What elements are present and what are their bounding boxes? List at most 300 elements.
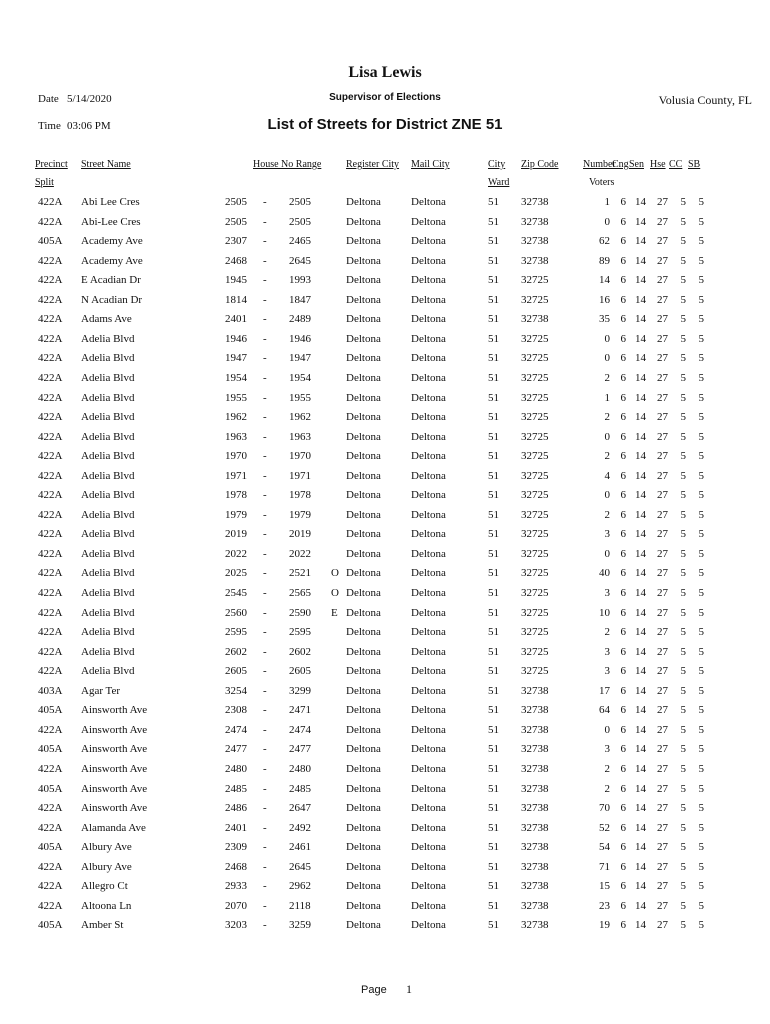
city-ward-cell: 51 (488, 274, 499, 287)
cc-cell: 5 (680, 450, 686, 463)
house-from-cell: 1970 (225, 450, 247, 463)
street-name-cell: Amber St (81, 919, 124, 932)
precinct-cell: 422A (38, 391, 63, 404)
mail-city-cell: Deltona (411, 880, 446, 893)
sb-cell: 5 (698, 332, 704, 345)
cc-cell: 5 (680, 274, 686, 287)
voter-count-cell: 0 (604, 430, 610, 443)
house-from-cell: 2468 (225, 860, 247, 873)
precinct-cell: 422A (38, 215, 63, 228)
hse-cell: 27 (657, 821, 668, 834)
mail-city-cell: Deltona (411, 352, 446, 365)
cc-cell: 5 (680, 196, 686, 208)
house-to-cell: 3259 (289, 919, 311, 932)
house-from-cell: 2605 (225, 665, 247, 678)
house-to-cell: 2565 (289, 587, 311, 599)
cc-cell: 5 (680, 508, 686, 521)
voter-count-cell: 62 (599, 235, 610, 248)
mail-city-cell: Deltona (411, 704, 446, 717)
mail-city-cell: Deltona (411, 411, 446, 424)
cng-cell: 6 (620, 821, 626, 834)
sen-cell: 14 (635, 762, 646, 775)
house-from-cell: 2505 (225, 215, 247, 228)
table-row (0, 470, 770, 489)
zip-code-cell: 32725 (521, 508, 549, 521)
street-name-cell: Adelia Blvd (81, 665, 135, 678)
register-city-cell: Deltona (346, 332, 381, 345)
table-row (0, 861, 770, 880)
range-dash: - (263, 587, 267, 599)
register-city-cell: Deltona (346, 762, 381, 775)
cc-cell: 5 (680, 215, 686, 228)
hse-cell: 27 (657, 587, 668, 599)
sb-cell: 5 (698, 489, 704, 502)
house-from-cell: 2019 (225, 528, 247, 541)
range-dash: - (263, 860, 267, 873)
mail-city-cell: Deltona (411, 235, 446, 248)
house-to-cell: 2645 (289, 860, 311, 873)
house-to-cell: 3299 (289, 684, 311, 697)
mail-city-cell: Deltona (411, 528, 446, 541)
odd-even-cell: O (331, 587, 339, 599)
sb-cell: 5 (698, 450, 704, 463)
city-ward-cell: 51 (488, 626, 499, 639)
city-ward-cell: 51 (488, 489, 499, 502)
table-row (0, 743, 770, 762)
table-row (0, 392, 770, 411)
sen-cell: 14 (635, 723, 646, 736)
range-dash: - (263, 293, 267, 306)
sb-cell: 5 (698, 704, 704, 717)
house-to-cell: 2645 (289, 254, 311, 267)
hse-cell: 27 (657, 880, 668, 893)
city-ward-cell: 51 (488, 254, 499, 267)
house-to-cell: 1947 (289, 352, 311, 365)
col-header-ward: Ward (488, 177, 510, 188)
cc-cell: 5 (680, 547, 686, 560)
house-to-cell: 2118 (289, 899, 311, 912)
house-to-cell: 2480 (289, 762, 311, 775)
hse-cell: 27 (657, 782, 668, 795)
city-ward-cell: 51 (488, 196, 499, 208)
zip-code-cell: 32738 (521, 196, 549, 208)
cng-cell: 6 (620, 489, 626, 502)
hse-cell: 27 (657, 508, 668, 521)
zip-code-cell: 32738 (521, 704, 549, 717)
register-city-cell: Deltona (346, 782, 381, 795)
zip-code-cell: 32738 (521, 723, 549, 736)
cc-cell: 5 (680, 899, 686, 912)
sb-cell: 5 (698, 645, 704, 658)
cng-cell: 6 (620, 293, 626, 306)
cng-cell: 6 (620, 215, 626, 228)
voter-count-cell: 71 (599, 860, 610, 873)
page-label: Page (361, 984, 387, 996)
street-name-cell: Altoona Ln (81, 899, 132, 912)
voter-count-cell: 2 (604, 782, 610, 795)
street-name-cell: Ainsworth Ave (81, 723, 148, 736)
street-name-cell: E Acadian Dr (81, 274, 141, 287)
register-city-cell: Deltona (346, 391, 381, 404)
cng-cell: 6 (620, 645, 626, 658)
cc-cell: 5 (680, 684, 686, 697)
house-to-cell: 1963 (289, 430, 311, 443)
house-to-cell: 2489 (289, 313, 311, 326)
zip-code-cell: 32725 (521, 665, 549, 678)
sb-cell: 5 (698, 430, 704, 443)
range-dash: - (263, 919, 267, 932)
precinct-cell: 422A (38, 371, 63, 384)
register-city-cell: Deltona (346, 880, 381, 893)
precinct-cell: 422A (38, 899, 63, 912)
zip-code-cell: 32738 (521, 762, 549, 775)
precinct-cell: 422A (38, 430, 63, 443)
sen-cell: 14 (635, 508, 646, 521)
hse-cell: 27 (657, 723, 668, 736)
precinct-cell: 422A (38, 528, 63, 541)
register-city-cell: Deltona (346, 821, 381, 834)
sb-cell: 5 (698, 215, 704, 228)
sb-cell: 5 (698, 567, 704, 580)
range-dash: - (263, 254, 267, 267)
hse-cell: 27 (657, 547, 668, 560)
table-row (0, 509, 770, 528)
sb-cell: 5 (698, 547, 704, 560)
table-row (0, 822, 770, 841)
cc-cell: 5 (680, 489, 686, 502)
house-to-cell: 2474 (289, 723, 311, 736)
county-label: Volusia County, FL (658, 93, 752, 107)
house-to-cell: 2590 (289, 606, 311, 619)
table-row (0, 665, 770, 684)
sb-cell: 5 (698, 352, 704, 365)
voter-count-cell: 1 (604, 196, 610, 208)
table-row (0, 450, 770, 469)
precinct-cell: 422A (38, 508, 63, 521)
voter-count-cell: 2 (604, 762, 610, 775)
cng-cell: 6 (620, 547, 626, 560)
precinct-cell: 422A (38, 469, 63, 482)
cc-cell: 5 (680, 919, 686, 932)
precinct-cell: 422A (38, 411, 63, 424)
house-from-cell: 2022 (225, 547, 247, 560)
mail-city-cell: Deltona (411, 782, 446, 795)
house-from-cell: 1963 (225, 430, 247, 443)
table-row (0, 372, 770, 391)
sb-cell: 5 (698, 841, 704, 854)
range-dash: - (263, 665, 267, 678)
city-ward-cell: 51 (488, 371, 499, 384)
voter-count-cell: 40 (599, 567, 610, 580)
cng-cell: 6 (620, 782, 626, 795)
table-row (0, 841, 770, 860)
house-to-cell: 2602 (289, 645, 311, 658)
cc-cell: 5 (680, 821, 686, 834)
sen-cell: 14 (635, 684, 646, 697)
house-to-cell: 2647 (289, 802, 311, 815)
voter-count-cell: 52 (599, 821, 610, 834)
sb-cell: 5 (698, 391, 704, 404)
mail-city-cell: Deltona (411, 899, 446, 912)
register-city-cell: Deltona (346, 802, 381, 815)
house-from-cell: 2933 (225, 880, 247, 893)
house-to-cell: 2477 (289, 743, 311, 756)
page-number: 1 (406, 982, 412, 996)
city-ward-cell: 51 (488, 606, 499, 619)
house-from-cell: 2505 (225, 196, 247, 208)
cng-cell: 6 (620, 665, 626, 678)
register-city-cell: Deltona (346, 723, 381, 736)
cc-cell: 5 (680, 391, 686, 404)
voter-count-cell: 1 (604, 391, 610, 404)
range-dash: - (263, 841, 267, 854)
house-from-cell: 2485 (225, 782, 247, 795)
sb-cell: 5 (698, 743, 704, 756)
sen-cell: 14 (635, 821, 646, 834)
precinct-cell: 405A (38, 704, 63, 717)
range-dash: - (263, 723, 267, 736)
range-dash: - (263, 547, 267, 560)
cng-cell: 6 (620, 704, 626, 717)
range-dash: - (263, 235, 267, 248)
house-from-cell: 1979 (225, 508, 247, 521)
sen-cell: 14 (635, 899, 646, 912)
register-city-cell: Deltona (346, 645, 381, 658)
register-city-cell: Deltona (346, 469, 381, 482)
sen-cell: 14 (635, 274, 646, 287)
register-city-cell: Deltona (346, 293, 381, 306)
city-ward-cell: 51 (488, 215, 499, 228)
sb-cell: 5 (698, 235, 704, 248)
house-from-cell: 2468 (225, 254, 247, 267)
mail-city-cell: Deltona (411, 587, 446, 599)
house-from-cell: 1955 (225, 391, 247, 404)
sb-cell: 5 (698, 528, 704, 541)
hse-cell: 27 (657, 430, 668, 443)
hse-cell: 27 (657, 841, 668, 854)
zip-code-cell: 32725 (521, 567, 549, 580)
register-city-cell: Deltona (346, 489, 381, 502)
hse-cell: 27 (657, 743, 668, 756)
city-ward-cell: 51 (488, 880, 499, 893)
house-from-cell: 1947 (225, 352, 247, 365)
report-title: List of Streets for District ZNE 51 (267, 116, 503, 133)
col-header-mail-city: Mail City (411, 159, 450, 170)
cng-cell: 6 (620, 313, 626, 326)
range-dash: - (263, 352, 267, 365)
voter-count-cell: 3 (604, 587, 610, 599)
street-name-cell: Adelia Blvd (81, 587, 135, 599)
mail-city-cell: Deltona (411, 547, 446, 560)
precinct-cell: 422A (38, 313, 63, 326)
street-name-cell: Academy Ave (81, 235, 143, 248)
sb-cell: 5 (698, 723, 704, 736)
hse-cell: 27 (657, 411, 668, 424)
city-ward-cell: 51 (488, 723, 499, 736)
register-city-cell: Deltona (346, 841, 381, 854)
house-to-cell: 2505 (289, 196, 311, 208)
precinct-cell: 422A (38, 293, 63, 306)
zip-code-cell: 32725 (521, 606, 549, 619)
mail-city-cell: Deltona (411, 860, 446, 873)
sen-cell: 14 (635, 469, 646, 482)
voter-count-cell: 15 (599, 880, 610, 893)
mail-city-cell: Deltona (411, 841, 446, 854)
cng-cell: 6 (620, 430, 626, 443)
sen-cell: 14 (635, 547, 646, 560)
mail-city-cell: Deltona (411, 723, 446, 736)
table-row (0, 646, 770, 665)
mail-city-cell: Deltona (411, 293, 446, 306)
col-header-zip: Zip Code (521, 159, 559, 170)
sen-cell: 14 (635, 313, 646, 326)
col-header-city: City (488, 159, 506, 170)
cng-cell: 6 (620, 469, 626, 482)
cng-cell: 6 (620, 880, 626, 893)
range-dash: - (263, 371, 267, 384)
hse-cell: 27 (657, 450, 668, 463)
hse-cell: 27 (657, 489, 668, 502)
house-from-cell: 2307 (225, 235, 247, 248)
table-row (0, 587, 770, 606)
cng-cell: 6 (620, 743, 626, 756)
hse-cell: 27 (657, 332, 668, 345)
mail-city-cell: Deltona (411, 802, 446, 815)
house-to-cell: 1962 (289, 411, 311, 424)
sen-cell: 14 (635, 235, 646, 248)
street-name-cell: Ainsworth Ave (81, 762, 148, 775)
sen-cell: 14 (635, 626, 646, 639)
table-row (0, 274, 770, 293)
range-dash: - (263, 821, 267, 834)
precinct-cell: 422A (38, 626, 63, 639)
register-city-cell: Deltona (346, 430, 381, 443)
city-ward-cell: 51 (488, 411, 499, 424)
house-to-cell: 1954 (289, 371, 311, 384)
cc-cell: 5 (680, 371, 686, 384)
house-to-cell: 1979 (289, 508, 311, 521)
sb-cell: 5 (698, 762, 704, 775)
register-city-cell: Deltona (346, 626, 381, 639)
range-dash: - (263, 508, 267, 521)
zip-code-cell: 32738 (521, 254, 549, 267)
range-dash: - (263, 802, 267, 815)
hse-cell: 27 (657, 235, 668, 248)
table-row (0, 333, 770, 352)
precinct-cell: 422A (38, 352, 63, 365)
time-label: Time (38, 120, 61, 132)
mail-city-cell: Deltona (411, 567, 446, 580)
street-name-cell: N Acadian Dr (81, 293, 143, 306)
cng-cell: 6 (620, 528, 626, 541)
sb-cell: 5 (698, 293, 704, 306)
house-from-cell: 1945 (225, 274, 247, 287)
precinct-cell: 422A (38, 254, 63, 267)
sen-cell: 14 (635, 430, 646, 443)
house-to-cell: 1946 (289, 332, 311, 345)
house-from-cell: 2070 (225, 899, 247, 912)
mail-city-cell: Deltona (411, 274, 446, 287)
precinct-cell: 422A (38, 880, 63, 893)
street-name-cell: Adelia Blvd (81, 489, 135, 502)
table-row (0, 352, 770, 371)
house-from-cell: 2595 (225, 626, 247, 639)
city-ward-cell: 51 (488, 508, 499, 521)
house-to-cell: 1970 (289, 450, 311, 463)
cng-cell: 6 (620, 919, 626, 932)
register-city-cell: Deltona (346, 528, 381, 541)
city-ward-cell: 51 (488, 391, 499, 404)
range-dash: - (263, 704, 267, 717)
sen-cell: 14 (635, 704, 646, 717)
sb-cell: 5 (698, 899, 704, 912)
range-dash: - (263, 528, 267, 541)
hse-cell: 27 (657, 469, 668, 482)
sb-cell: 5 (698, 665, 704, 678)
sb-cell: 5 (698, 411, 704, 424)
hse-cell: 27 (657, 196, 668, 208)
voter-count-cell: 2 (604, 450, 610, 463)
house-to-cell: 1978 (289, 489, 311, 502)
range-dash: - (263, 274, 267, 287)
voter-count-cell: 0 (604, 489, 610, 502)
house-from-cell: 3254 (225, 684, 247, 697)
city-ward-cell: 51 (488, 313, 499, 326)
register-city-cell: Deltona (346, 352, 381, 365)
street-name-cell: Adelia Blvd (81, 332, 135, 345)
voter-count-cell: 2 (604, 371, 610, 384)
house-to-cell: 2465 (289, 235, 311, 248)
precinct-cell: 405A (38, 919, 63, 932)
range-dash: - (263, 762, 267, 775)
zip-code-cell: 32725 (521, 352, 549, 365)
cng-cell: 6 (620, 196, 626, 208)
sb-cell: 5 (698, 274, 704, 287)
sen-cell: 14 (635, 665, 646, 678)
table-row (0, 489, 770, 508)
cc-cell: 5 (680, 645, 686, 658)
cng-cell: 6 (620, 606, 626, 619)
cc-cell: 5 (680, 430, 686, 443)
range-dash: - (263, 196, 267, 208)
table-row (0, 607, 770, 626)
register-city-cell: Deltona (346, 274, 381, 287)
street-name-cell: Adelia Blvd (81, 508, 135, 521)
register-city-cell: Deltona (346, 411, 381, 424)
cc-cell: 5 (680, 469, 686, 482)
hse-cell: 27 (657, 293, 668, 306)
register-city-cell: Deltona (346, 684, 381, 697)
register-city-cell: Deltona (346, 450, 381, 463)
voter-count-cell: 10 (599, 606, 610, 619)
sen-cell: 14 (635, 860, 646, 873)
range-dash: - (263, 332, 267, 345)
mail-city-cell: Deltona (411, 469, 446, 482)
city-ward-cell: 51 (488, 762, 499, 775)
house-from-cell: 2309 (225, 841, 247, 854)
cng-cell: 6 (620, 274, 626, 287)
cc-cell: 5 (680, 880, 686, 893)
cc-cell: 5 (680, 665, 686, 678)
zip-code-cell: 32738 (521, 235, 549, 248)
sen-cell: 14 (635, 450, 646, 463)
house-from-cell: 1962 (225, 411, 247, 424)
precinct-cell: 405A (38, 841, 63, 854)
register-city-cell: Deltona (346, 254, 381, 267)
voter-count-cell: 2 (604, 411, 610, 424)
street-name-cell: Ainsworth Ave (81, 782, 148, 795)
zip-code-cell: 32725 (521, 411, 549, 424)
